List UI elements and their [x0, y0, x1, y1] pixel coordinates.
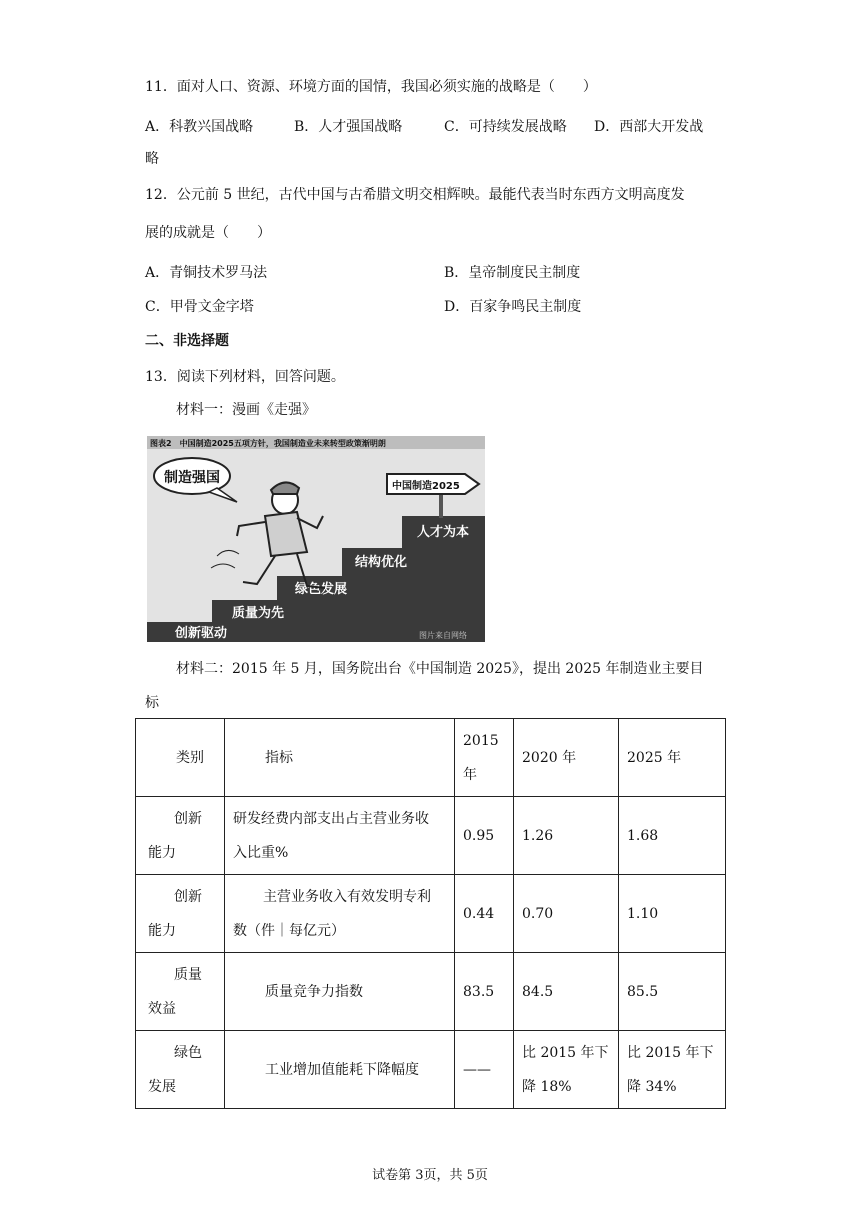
q11-stem: 11．面对人口、资源、环境方面的国情，我国必须实施的战略是（ ）	[145, 79, 597, 95]
row-value-2025: 85.5	[619, 953, 726, 1031]
row-value-2025: 比 2015 年下 降 34%	[619, 1031, 726, 1109]
row-category: 绿色 发展	[136, 1031, 225, 1109]
row-indicator: 主营业务收入有效发明专利 数（件｜每亿元）	[225, 875, 455, 953]
q12-option-b: B．皇帝制度民主制度	[444, 265, 581, 281]
material1-label: 材料一：漫画《走强》	[176, 402, 316, 418]
cartoon-caption: 图表2 中国制造2025五项方针，我国制造业未来转型政策渐明朗	[150, 439, 386, 448]
bubble-text: 制造强国	[164, 470, 220, 486]
table-row	[136, 953, 726, 1031]
header-2025: 2025 年	[619, 719, 726, 797]
cartoon-image	[147, 436, 485, 642]
table-row	[136, 797, 726, 875]
q13-stem: 13．阅读下列材料，回答问题。	[145, 369, 345, 385]
row-value-2015: 0.95	[455, 797, 514, 875]
row-value-2015: ——	[455, 1031, 514, 1109]
row-value-2020: 比 2015 年下 降 18%	[514, 1031, 619, 1109]
row-value-2015: 0.44	[455, 875, 514, 953]
row-value-2020: 0.70	[514, 875, 619, 953]
sign-text: 中国制造2025	[392, 481, 460, 492]
header-2015: 2015 年	[455, 719, 514, 797]
q12-option-c: C．甲骨文金字塔	[145, 299, 254, 315]
table-row	[136, 1031, 726, 1109]
step-label-3: 绿色发展	[295, 582, 348, 597]
header-2020: 2020 年	[514, 719, 619, 797]
q12-option-a: A．青铜技术罗马法	[145, 265, 268, 281]
table-header-row	[136, 719, 726, 797]
step-label-4: 结构优化	[355, 555, 408, 570]
row-value-2025: 1.68	[619, 797, 726, 875]
table-row	[136, 875, 726, 953]
q12-stem-line1: 12．公元前 5 世纪，古代中国与古希腊文明交相辉映。最能代表当时东西方文明高度发	[145, 187, 685, 203]
row-value-2020: 1.26	[514, 797, 619, 875]
cartoon-credit: 图片来自网络	[419, 631, 467, 640]
row-indicator: 工业增加值能耗下降幅度	[225, 1031, 455, 1109]
step-label-2: 质量为先	[232, 606, 285, 621]
row-value-2015: 83.5	[455, 953, 514, 1031]
goals-table	[135, 718, 726, 1109]
step-label-1: 创新驱动	[175, 626, 228, 641]
q11-option-a: A．科教兴国战略	[145, 119, 254, 135]
page-footer: 试卷第 3页，共 5页	[372, 1168, 488, 1183]
header-category: 类别	[136, 719, 225, 797]
row-value-2025: 1.10	[619, 875, 726, 953]
row-category: 质量 效益	[136, 953, 225, 1031]
q12-option-d: D．百家争鸣民主制度	[444, 299, 582, 315]
row-category: 创新 能力	[136, 875, 225, 953]
q11-option-c: C．可持续发展战略	[444, 119, 567, 135]
q11-option-b: B．人才强国战略	[294, 119, 403, 135]
q12-stem-line2: 展的成就是（ ）	[145, 225, 271, 241]
row-value-2020: 84.5	[514, 953, 619, 1031]
material2-line1: 材料二：2015 年 5 月，国务院出台《中国制造 2025》，提出 2025 年制造业主要目	[176, 661, 704, 677]
header-indicator: 指标	[225, 719, 455, 797]
q11-option-d-wrap: 略	[145, 151, 159, 167]
q11-option-d: D．西部大开发战	[594, 119, 704, 135]
row-category: 创新 能力	[136, 797, 225, 875]
row-indicator: 研发经费内部支出占主营业务收 入比重%	[225, 797, 455, 875]
row-indicator: 质量竞争力指数	[225, 953, 455, 1031]
section-heading: 二、非选择题	[145, 333, 229, 349]
material2-line2: 标	[145, 695, 159, 711]
step-label-5: 人才为本	[417, 525, 470, 540]
